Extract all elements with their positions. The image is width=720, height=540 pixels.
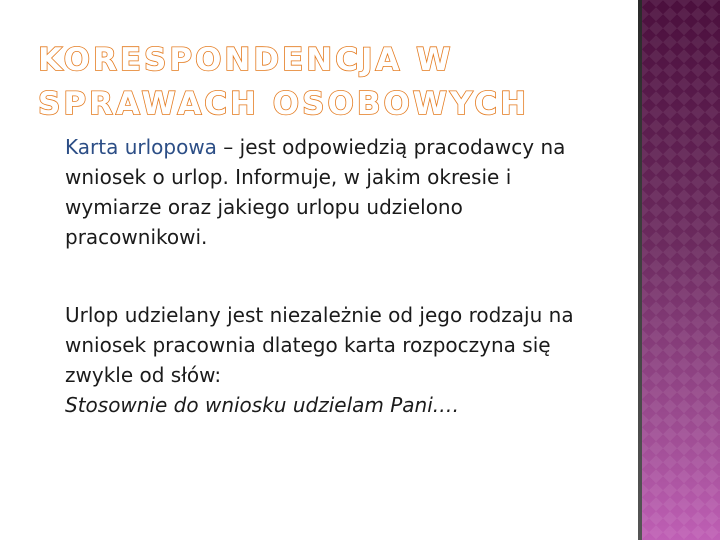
slide-body bbox=[65, 132, 605, 420]
slide-title: KORESPONDENCJA W SPRAWACH OSOBOWYCH bbox=[38, 42, 530, 122]
paragraph-quote: Stosownie do wniosku udzielam Pani.… bbox=[65, 393, 460, 417]
decorative-side-panel bbox=[642, 0, 720, 540]
paragraph2-text: Urlop udzielany jest niezależnie od jego rodzaju na wniosek pracownia dlatego karta rozpoczyna się zwykle od słów: bbox=[65, 303, 574, 387]
paragraph-karta-urlopowa bbox=[65, 132, 605, 252]
paragraph1-text: – jest odpowiedzią pracodawcy na wniosek o urlop. Informuje, w jakim okresie i wymiarze oraz jakiego urlopu udzielono pracownikowi. bbox=[65, 135, 566, 249]
term-karta-urlopowa: Karta urlopowa bbox=[65, 135, 217, 159]
paragraph-urlop bbox=[65, 300, 605, 390]
paragraph-spacer bbox=[65, 252, 605, 300]
